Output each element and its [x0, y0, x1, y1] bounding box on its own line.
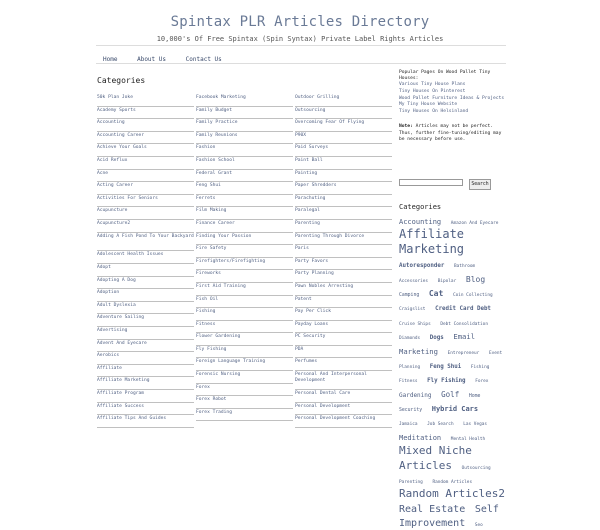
tag-cloud-link[interactable]: Mixed Niche Articles	[399, 444, 472, 472]
category-link[interactable]: Fashion School	[196, 157, 293, 170]
category-link[interactable]: Pay Per Click	[295, 308, 392, 321]
category-link[interactable]: Fashion	[196, 144, 293, 157]
category-link[interactable]: Facebook Marketing	[196, 94, 293, 107]
category-link[interactable]: Party Planning	[295, 270, 392, 283]
tag-cloud-link[interactable]: Cat	[428, 288, 444, 298]
tag-cloud-link[interactable]: Craigslist	[399, 307, 426, 313]
category-link[interactable]: Acting Career	[97, 182, 194, 195]
tag-cloud-link[interactable]: Random Articles2	[399, 487, 505, 501]
category-link[interactable]: Personal Dental Care	[295, 390, 392, 403]
category-link[interactable]: Party Favors	[295, 258, 392, 271]
category-link[interactable]: Foreign Language Training	[196, 358, 293, 371]
tag-cloud-link[interactable]: Credit Card Debt	[435, 306, 491, 313]
search-input[interactable]	[399, 179, 463, 186]
tag-cloud-link[interactable]: Autoresponder	[399, 263, 445, 270]
category-link[interactable]: Forex Trading	[196, 409, 293, 422]
tag-cloud-link[interactable]: Camping	[399, 292, 420, 298]
tag-cloud-link[interactable]: Jamaica	[399, 422, 418, 428]
tag-cloud-link[interactable]: Seo	[474, 523, 483, 529]
popular-link[interactable]: Various Tiny House Plans	[399, 82, 466, 87]
tag-cloud-link[interactable]: Debt Consolidation	[440, 321, 488, 327]
category-link[interactable]: Forex Robot	[196, 396, 293, 409]
tag-cloud-link[interactable]: Golf	[441, 389, 460, 399]
sidebar-categories-heading: Categories	[399, 203, 442, 211]
category-link[interactable]: Paid Surveys	[295, 144, 392, 157]
tag-cloud-link[interactable]: Diamonds	[399, 336, 421, 342]
category-link[interactable]: P90X	[295, 132, 392, 145]
category-link[interactable]: First Aid Training	[196, 283, 293, 296]
tag-cloud-link[interactable]: Forex	[475, 379, 489, 385]
tag-cloud-link[interactable]: Bathroom Accessories	[399, 264, 476, 284]
category-link[interactable]: Forensic Nursing	[196, 371, 293, 384]
tag-cloud-link[interactable]: Meditation	[399, 433, 442, 442]
category-link[interactable]: Forex	[196, 384, 293, 397]
popular-link[interactable]: Tiny Houses On Pinterest	[399, 88, 466, 94]
category-link[interactable]: Finding Your Passion	[196, 233, 293, 246]
category-column-1	[97, 94, 194, 428]
category-link[interactable]: Family Reunions	[196, 132, 293, 145]
popular-pages-list	[399, 82, 506, 116]
category-link[interactable]: Family Practice	[196, 119, 293, 132]
category-link[interactable]: Affiliate Program	[97, 390, 194, 403]
tag-cloud-link[interactable]: Las Vegas	[463, 422, 488, 428]
category-link[interactable]: Parenting	[295, 220, 392, 233]
category-link[interactable]: Payday Loans	[295, 321, 392, 334]
category-link[interactable]: Accounting	[97, 119, 194, 132]
category-link[interactable]: Adventure Sailing	[97, 314, 194, 327]
category-link[interactable]: Outsourcing	[295, 107, 392, 120]
tag-cloud-link[interactable]: Event Planning	[399, 350, 503, 370]
popular-pages-title: Popular Pages On Wood Pallet Tiny Houses:	[399, 70, 491, 81]
site-title[interactable]: Spintax PLR Articles Directory	[170, 14, 430, 30]
category-link[interactable]: Affiliate	[97, 365, 194, 378]
category-link[interactable]: Activities For Seniors	[97, 195, 194, 208]
tag-cloud-link[interactable]: Coin Collecting	[452, 292, 493, 298]
tag-cloud-link[interactable]: Real Estate	[399, 503, 466, 515]
tag-cloud-link[interactable]: Amazon And Eyecare	[450, 221, 499, 226]
category-link[interactable]: Advent And Eyecare	[97, 340, 194, 353]
tag-cloud-link[interactable]: Entrepreneur	[447, 350, 480, 356]
category-link[interactable]: Fitness	[196, 321, 293, 334]
category-link[interactable]: Affiliate Marketing	[97, 377, 194, 390]
category-link[interactable]: Fish Oil	[196, 296, 293, 309]
tag-cloud-link[interactable]: Job Search	[427, 422, 454, 428]
category-link[interactable]: PC Security	[295, 333, 392, 346]
category-link[interactable]: Pawn Nobles Arresting	[295, 283, 392, 296]
category-link[interactable]: Advertising	[97, 327, 194, 340]
category-link[interactable]: Overcoming Fear Of Flying	[295, 119, 392, 132]
popular-link[interactable]: My Tiny House Website	[399, 102, 458, 108]
tag-cloud-link[interactable]: Affiliate Marketing	[399, 227, 465, 256]
tag-cloud-link[interactable]: Self Improvement	[399, 503, 499, 530]
popular-link[interactable]: Wood Pallet Furniture Ideas & Projects	[399, 95, 505, 101]
category-link[interactable]: Adopting A Dog	[97, 277, 194, 290]
category-link[interactable]: Academy Sports	[97, 107, 194, 120]
category-link[interactable]: Accounting Career	[97, 132, 194, 145]
category-link[interactable]: Perfumes	[295, 358, 392, 371]
category-link[interactable]: Adult Dyslexia	[97, 302, 194, 315]
note-text	[399, 124, 506, 144]
site-description: 10,000's Of Free Spintax (Spin Syntax) Private Label Rights Articles	[156, 35, 444, 43]
category-link[interactable]: Adding A Fish Pond To Your Backyard	[97, 233, 194, 252]
category-link[interactable]: 50k Plan Joke	[97, 94, 194, 107]
tag-cloud-link[interactable]: Email Marketing	[399, 332, 476, 356]
category-link[interactable]: Adolescent Health Issues	[97, 251, 194, 264]
category-link[interactable]: Acid Reflux	[97, 157, 194, 170]
category-link[interactable]: Painting	[295, 170, 392, 183]
category-link[interactable]: Aerobics	[97, 352, 194, 365]
category-link[interactable]: Feng Shui	[196, 182, 293, 195]
tag-cloud-link[interactable]: Outsourcing	[461, 465, 491, 471]
search-form	[399, 179, 494, 191]
category-link[interactable]: Parachuting	[295, 195, 392, 208]
note-label: Note:	[399, 123, 413, 129]
tag-cloud-link[interactable]: Bipolar	[437, 278, 457, 284]
tag-cloud-link[interactable]: Gardening	[399, 391, 432, 399]
tag-cloud-link[interactable]: Home Security	[399, 393, 481, 414]
categories-heading: Categories	[97, 76, 146, 85]
category-link[interactable]: Federal Grant	[196, 170, 293, 183]
tag-cloud-link[interactable]: Parenting	[399, 480, 423, 486]
category-link[interactable]: Paralegal	[295, 207, 392, 220]
category-link[interactable]: Paint Ball	[295, 157, 392, 170]
category-link[interactable]: Personal Development Coaching	[295, 415, 392, 428]
category-link[interactable]: Adopt	[97, 264, 194, 277]
category-link[interactable]: Affiliate Tips And Guides	[97, 415, 194, 428]
tag-cloud-link[interactable]: Random Articles	[432, 480, 473, 486]
tag-cloud-link[interactable]: Fishing	[470, 364, 490, 370]
category-link[interactable]: Ferrets	[196, 195, 293, 208]
tag-cloud-link[interactable]: Dogs	[429, 335, 444, 342]
tag-cloud-link[interactable]: Mental Health	[450, 436, 486, 442]
category-link[interactable]: PDA	[295, 346, 392, 359]
category-link[interactable]: Affiliate Success	[97, 403, 194, 416]
search-button[interactable]: Search	[469, 179, 491, 190]
category-link[interactable]: Firefighters/Firefighting	[196, 258, 293, 271]
note-body: Articles may not be perfect. Thus, further fine-tuning/editing may be necessary before use.	[399, 123, 502, 143]
nav-about-us[interactable]: About Us	[137, 56, 166, 63]
category-link[interactable]: Fly Fishing	[196, 346, 293, 359]
category-link[interactable]: Parenting Through Divorce	[295, 233, 392, 246]
tag-cloud	[399, 212, 506, 530]
category-link[interactable]: Outdoor Grilling	[295, 94, 392, 107]
category-link[interactable]: Adoption	[97, 289, 194, 302]
site-header	[0, 0, 600, 43]
main-nav	[96, 45, 506, 64]
tag-cloud-link[interactable]: Hybrid Cars	[431, 405, 479, 414]
tag-cloud-link[interactable]: Blog	[465, 274, 486, 284]
category-link[interactable]: Personal And Interpersonal Development	[295, 371, 392, 390]
category-link[interactable]: Finance Career	[196, 220, 293, 233]
category-link[interactable]: Film Making	[196, 207, 293, 220]
nav-home[interactable]: Home	[103, 56, 118, 63]
category-column-2	[196, 94, 293, 421]
category-link[interactable]: Patent	[295, 296, 392, 309]
category-link[interactable]: Acupuncture2	[97, 220, 194, 233]
category-link[interactable]: Achieve Your Goals	[97, 144, 194, 157]
category-link[interactable]: Fireworks	[196, 270, 293, 283]
category-link[interactable]: Personal Development	[295, 403, 392, 416]
popular-link[interactable]: Tiny Houses On Helsinland	[399, 109, 469, 115]
category-link[interactable]: Fishing	[196, 308, 293, 321]
tag-cloud-link[interactable]: Feng Shui	[429, 363, 462, 370]
category-link[interactable]: Fire Safety	[196, 245, 293, 258]
category-column-3	[295, 94, 392, 428]
category-link[interactable]: Acupuncture	[97, 207, 194, 220]
nav-contact-us[interactable]: Contact Us	[185, 56, 222, 63]
category-link[interactable]: Flower Gardening	[196, 333, 293, 346]
tag-cloud-link[interactable]: Fitness	[399, 379, 418, 385]
category-link[interactable]: Acne	[97, 170, 194, 183]
tag-cloud-link[interactable]: Accounting	[399, 218, 442, 226]
tag-cloud-link[interactable]: Cruise Ships	[399, 321, 431, 327]
category-link[interactable]: Paris	[295, 245, 392, 258]
tag-cloud-link[interactable]: Fly Fishing	[427, 378, 466, 385]
sidebar	[399, 70, 506, 144]
category-link[interactable]: Paper Shredders	[295, 182, 392, 195]
category-link[interactable]: Family Budget	[196, 107, 293, 120]
